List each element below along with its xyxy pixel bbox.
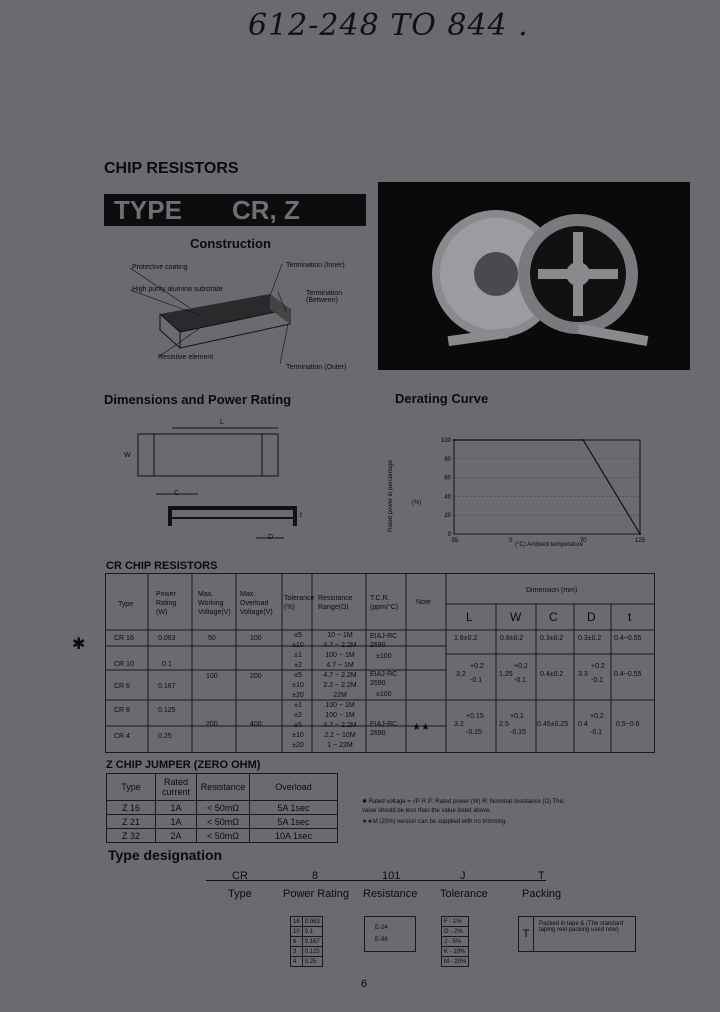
table-row <box>291 947 323 957</box>
cr-dim1-W: 0.8±0.2 <box>500 635 524 642</box>
cr-tolerance-cell: ±10 <box>292 642 304 649</box>
cr-working-1: 50 <box>208 635 216 642</box>
designation-rule <box>206 880 546 881</box>
derating-y-unit: (%) <box>412 500 422 506</box>
cr-dim3-W: 2.5 <box>499 721 509 728</box>
cr-range-cell: 4.7 ~ 2.2M <box>323 672 357 679</box>
footnote-2: value should be less than the value listed above. <box>362 808 492 814</box>
power-code: 4 <box>291 957 303 967</box>
table-row <box>442 957 469 967</box>
derating-y-label: Rated power in percentage <box>388 459 394 532</box>
cr-dim2-L-minus: -0.1 <box>470 677 483 684</box>
power-code: 16 <box>291 917 303 927</box>
z-head-resistance: Resistance <box>197 774 250 801</box>
z-table <box>106 773 338 843</box>
table-row <box>442 947 469 957</box>
power-value: 0.167 <box>302 937 322 947</box>
dim-label-t: t <box>300 512 302 519</box>
cr-dim2-D-minus: -0.1 <box>591 677 604 684</box>
cr-note-mark: ★★ <box>412 722 430 733</box>
power-code: 10 <box>291 927 303 937</box>
cr-dim3-D: 0.4 <box>578 721 588 728</box>
reel-left-hub <box>474 252 518 296</box>
table-row <box>442 937 469 947</box>
cr-working-2: 100 <box>206 673 218 680</box>
cr-tcr-2: ±100 <box>376 653 392 660</box>
cr-table <box>105 573 655 753</box>
cr-dim2-D-plus: +0.2 <box>591 663 605 670</box>
cr-tolerance-cell: ±1 <box>294 652 302 659</box>
cr-working-3: 200 <box>206 721 218 728</box>
cr-dim3-L: 3.2 <box>454 721 464 728</box>
dim-label-D: D <box>268 534 274 541</box>
cr-dim1-C: 0.3±0.2 <box>540 635 564 642</box>
power-code-table <box>290 916 323 967</box>
label-substrate: High purity alumina substrate <box>132 286 223 293</box>
tolerance-code: M - 20% <box>442 957 469 967</box>
cr-range-cell: 1 ~ 22M <box>327 742 353 749</box>
cr-dim-L: L <box>466 610 473 624</box>
cr-range-cell: 4.7 ~ 2.2M <box>323 642 357 649</box>
label-type: Type <box>228 888 252 900</box>
cr-head-overload: Max. Overload Voltage(V) <box>240 591 273 616</box>
cr-dim-t: t <box>628 610 632 624</box>
cr-tolerance-column <box>284 631 312 751</box>
z-head-current: Rated current <box>156 774 197 801</box>
cr-overload-1: 100 <box>250 635 262 642</box>
derating-x-tick: -55 <box>449 538 459 544</box>
label-packing: Packing <box>522 888 562 900</box>
star-mark: ✱ <box>72 636 86 653</box>
cr-power-4: 0.125 <box>158 707 176 714</box>
derating-x-tick: 125 <box>634 538 646 544</box>
cr-type-1: CR 16 <box>114 635 134 642</box>
cr-type-3: CR 6 <box>114 683 130 690</box>
power-code: 3 <box>291 947 303 957</box>
derating-y-tick: 0 <box>447 532 451 538</box>
cr-power-2: 0.1 <box>162 661 172 668</box>
z-cell: 10A 1sec <box>250 829 338 843</box>
dim-label-L: L <box>220 419 224 426</box>
dim-top-rect <box>138 434 278 476</box>
table-row <box>291 957 323 967</box>
cr-dim3-t: 0.5~0.6 <box>616 721 640 728</box>
cr-range-cell: 4.7 ~ 1M <box>326 662 354 669</box>
cr-head-type: Type <box>118 601 134 608</box>
resistance-e96: E-96 <box>375 937 388 943</box>
cr-type-2: CR 10 <box>114 661 134 668</box>
table-row <box>442 927 469 937</box>
cr-dim-D: D <box>587 610 596 624</box>
cr-range-cell: 100 ~ 1M <box>325 712 355 719</box>
power-value: 0.063 <box>302 917 322 927</box>
derating-x-tick: 0 <box>509 538 513 544</box>
cr-dim2-W-plus: +0.2 <box>514 663 528 670</box>
cr-dim2-C: 0.4±0.2 <box>540 671 564 678</box>
cr-dim1-D: 0.3±0.2 <box>578 635 602 642</box>
label-termination-between: Termination (Between) <box>306 290 343 304</box>
cr-head-tolerance: Tolerance (%) <box>284 595 315 611</box>
table-row <box>291 937 323 947</box>
cr-dim1-L: 1.6±0.2 <box>454 635 478 642</box>
tolerance-code: K - 10% <box>442 947 469 957</box>
cr-tolerance-cell: ±1 <box>294 702 302 709</box>
derating-series-line <box>454 440 640 534</box>
cr-tolerance-cell: ±10 <box>292 682 304 689</box>
power-code: 6 <box>291 937 303 947</box>
cr-dim2-W-minus: -0.1 <box>514 677 527 684</box>
page-title: CHIP RESISTORS <box>104 160 239 177</box>
derating-y-tick: 20 <box>444 513 451 520</box>
cr-head-tcr: T.C.R. (ppm/°C) <box>370 595 399 611</box>
code-resistance: 101 <box>382 870 401 882</box>
footnote-3: ★★M (20%) version can be supplied with no trimming. <box>362 819 508 825</box>
cr-dim2-t: 0.4~0.55 <box>614 671 642 678</box>
z-table-title: Z CHIP JUMPER (ZERO OHM) <box>106 759 261 771</box>
cr-dim1-t: 0.4~0.55 <box>614 635 642 642</box>
tolerance-code: J - 5% <box>442 937 469 947</box>
cr-head-working: Max. Working Voltage(V) <box>198 591 231 616</box>
cr-tcr-3: EIAJ-RC 2690 <box>370 671 398 687</box>
cr-range-cell: 2.2 ~ 2.2M <box>323 682 357 689</box>
table-row <box>107 829 338 843</box>
derating-title: Derating Curve <box>395 391 489 406</box>
derating-chart <box>440 430 650 550</box>
cr-dim3-D-minus: -0.1 <box>590 729 603 736</box>
power-value: 0.25 <box>302 957 322 967</box>
label-termination-outer: Termination (Outer) <box>286 364 347 371</box>
cr-type-5: CR 4 <box>114 733 130 740</box>
derating-y-tick: 100 <box>440 438 451 444</box>
reel-photo-graphic <box>378 182 690 370</box>
cr-range-cell: 22M <box>333 692 347 699</box>
z-cell: Z 21 <box>107 815 156 829</box>
footnote-1: ✱ Rated voltage = √P·R P: Rated power (W) R: Nominal resistance (Ω) This <box>362 799 564 805</box>
label-tolerance: Tolerance <box>440 888 488 900</box>
z-cell: Z 32 <box>107 829 156 843</box>
cr-dim2-W: 1.25 <box>499 671 513 678</box>
code-power: 8 <box>312 870 319 882</box>
z-cell: 1A <box>156 815 197 829</box>
cr-head-note: Note <box>416 599 431 606</box>
cr-tolerance-cell: ±20 <box>292 742 304 749</box>
table-row <box>291 917 323 927</box>
label-resistive-element: Resistive element <box>158 354 214 361</box>
cr-dim-C: C <box>549 610 558 624</box>
derating-x-tick: 70 <box>579 538 587 544</box>
cr-power-5: 0.25 <box>158 733 172 740</box>
derating-point <box>453 439 455 441</box>
cr-range-cell: 4.7 ~ 2.2M <box>323 722 357 729</box>
cr-dim-W: W <box>510 610 522 624</box>
cr-range-column <box>314 631 366 751</box>
handwritten-note: 612-248 TO 844 . <box>248 8 529 43</box>
cr-dim3-W-minus: -0.15 <box>510 729 526 736</box>
cr-overload-3: 400 <box>250 721 262 728</box>
label-protective-coating: Protective coating <box>132 264 188 271</box>
cr-tolerance-cell: ±2 <box>294 712 302 719</box>
page-number: 6 <box>361 978 368 990</box>
product-photo <box>378 182 690 370</box>
z-cell: 2A <box>156 829 197 843</box>
derating-y-tick: 60 <box>444 475 451 482</box>
tape-strip-right <box>578 324 649 346</box>
cr-dim3-L-minus: -0.15 <box>466 729 482 736</box>
code-tolerance: J <box>460 870 466 882</box>
power-value: 0.125 <box>302 947 322 957</box>
table-row <box>107 815 338 829</box>
cr-range-cell: 10 ~ 1M <box>327 632 353 639</box>
tolerance-code: G - 2% <box>442 927 469 937</box>
cr-overload-2: 200 <box>250 673 262 680</box>
cr-tolerance-cell: ±20 <box>292 692 304 699</box>
resistance-e24: E-24 <box>375 925 388 931</box>
z-cell: 5A 1sec <box>250 801 338 815</box>
packing-code-box <box>518 916 636 952</box>
z-cell: Z 16 <box>107 801 156 815</box>
cr-tcr-4: ±100 <box>376 691 392 698</box>
z-cell: < 50mΩ <box>197 829 250 843</box>
dimensions-title: Dimensions and Power Rating <box>104 392 292 407</box>
type-prefix: TYPE <box>114 195 182 225</box>
code-packing: T <box>538 870 545 882</box>
table-row <box>107 801 338 815</box>
cr-tolerance-cell: ±5 <box>294 672 302 679</box>
cr-dim2-D: 3.3 <box>578 671 588 678</box>
dimension-diagram <box>120 414 310 544</box>
cr-tcr-5: EIAJ-RC 2690 <box>370 721 398 737</box>
label-resistance: Resistance <box>363 888 418 900</box>
cr-tolerance-cell: ±5 <box>294 722 302 729</box>
cr-type-4: CR 8 <box>114 707 130 714</box>
type-model: CR, Z <box>232 195 300 225</box>
cr-table-title: CR CHIP RESISTORS <box>106 560 218 572</box>
reel-right-hub <box>566 262 590 286</box>
derating-point <box>582 439 584 441</box>
derating-y-tick: 80 <box>444 456 451 463</box>
cr-head-dimension: Dimension (mm) <box>526 587 578 594</box>
cr-dim2-L-plus: +0.2 <box>470 663 484 670</box>
cr-range-cell: 100 ~ 1M <box>325 702 355 709</box>
cr-dim3-W-plus: +0.1 <box>510 713 524 720</box>
cr-head-range: Resistance Range(Ω) <box>318 595 353 611</box>
leader-6 <box>280 324 288 364</box>
designation-title: Type designation <box>108 847 223 863</box>
z-head-overload: Overload <box>250 774 338 801</box>
cr-tolerance-cell: ±2 <box>294 662 302 669</box>
code-type: CR <box>232 870 248 882</box>
cr-tolerance-cell: ±10 <box>292 732 304 739</box>
tolerance-code: F - 1% <box>442 917 469 927</box>
z-cell: < 50mΩ <box>197 801 250 815</box>
z-cell: 1A <box>156 801 197 815</box>
cr-power-3: 0.167 <box>158 683 176 690</box>
cr-dim3-L-plus: +0.15 <box>466 713 484 720</box>
z-cell: 5A 1sec <box>250 815 338 829</box>
cr-dim3-C: 0.45±0.25 <box>537 721 569 728</box>
cr-head-power: Power Rating (W) <box>156 591 177 616</box>
dim-label-C: C <box>174 490 180 497</box>
power-value: 0.1 <box>302 927 322 937</box>
cr-tolerance-cell: ±5 <box>294 632 302 639</box>
label-termination-inner: Termination (Inner) <box>286 262 345 269</box>
table-row <box>442 917 469 927</box>
packing-code: T <box>519 917 534 951</box>
leader-2 <box>130 290 202 316</box>
table-row <box>291 927 323 937</box>
cr-power-1: 0.063 <box>158 635 176 642</box>
cr-dim3-D-plus: +0.2 <box>590 713 604 720</box>
dim-label-W: W <box>124 452 131 459</box>
derating-y-tick: 40 <box>444 494 451 501</box>
z-cell: < 50mΩ <box>197 815 250 829</box>
z-head-type: Type <box>107 774 156 801</box>
resistance-code-box <box>364 916 416 952</box>
derating-x-label: (°C) Ambient temperature <box>515 542 584 548</box>
derating-point <box>639 533 641 535</box>
construction-title: Construction <box>190 236 271 251</box>
packing-text: Packed in tape & (The standard taping reel packing used now) <box>539 921 624 933</box>
type-banner <box>104 194 366 226</box>
z-table-header <box>107 774 338 801</box>
cr-dim2-L: 3.2 <box>456 671 466 678</box>
cr-range-cell: 100 ~ 1M <box>325 652 355 659</box>
tolerance-code-table <box>441 916 469 967</box>
label-power: Power Rating <box>283 888 350 900</box>
cr-tcr-1: EIAJ-RC 2690 <box>370 633 398 649</box>
cr-range-cell: 2.2 ~ 10M <box>324 732 356 739</box>
leader-4 <box>270 264 282 296</box>
